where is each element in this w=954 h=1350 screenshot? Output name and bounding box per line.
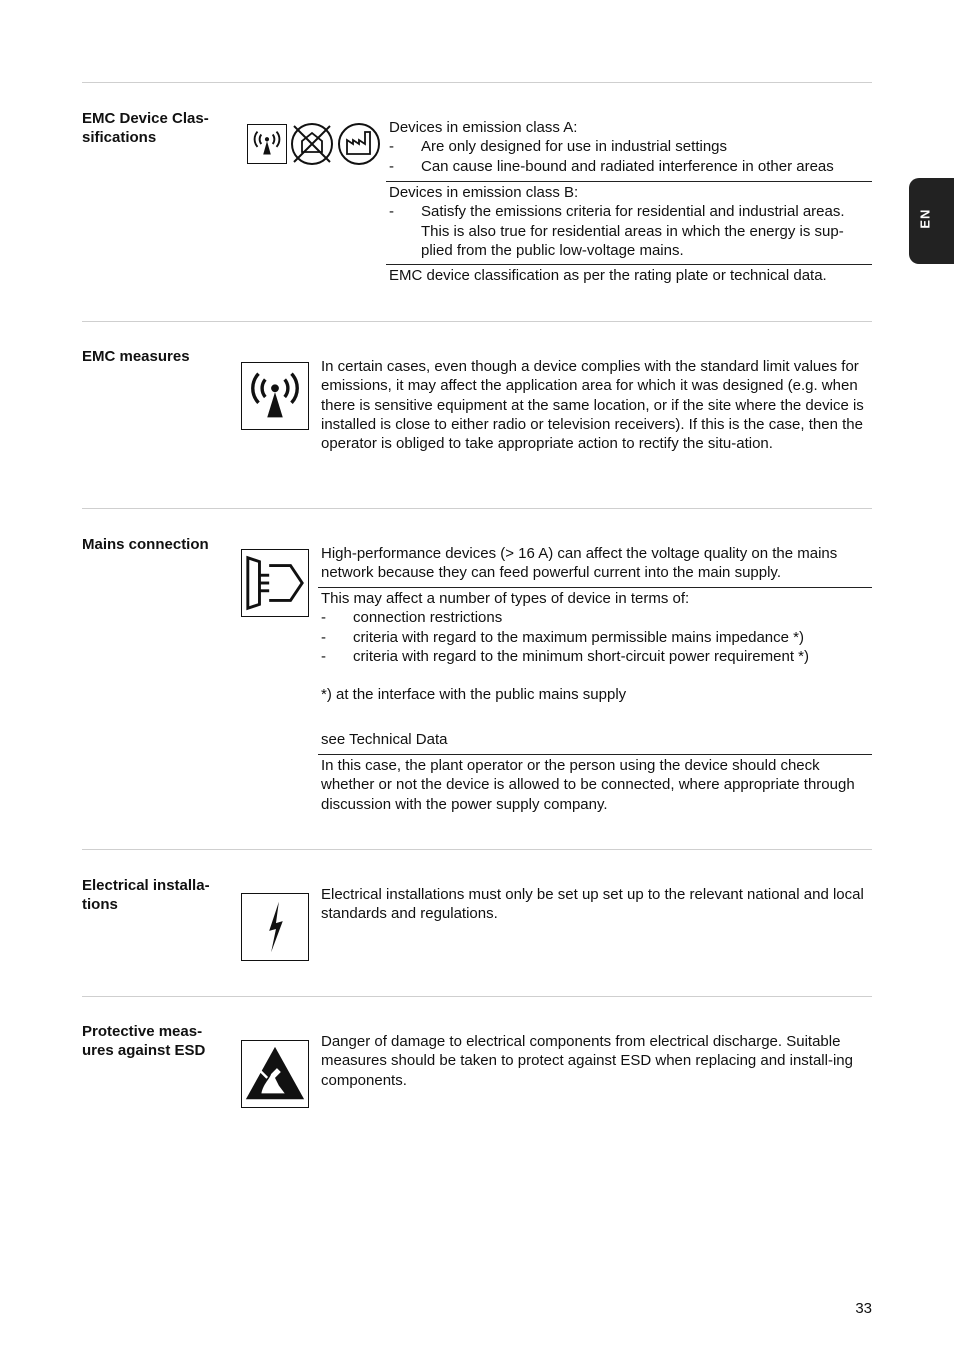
list-item: - Can cause line-bound and radiated interference in other areas xyxy=(389,157,834,175)
list-item: - Are only designed for use in industrial settings xyxy=(389,138,728,156)
no-residential-icon xyxy=(290,122,334,166)
class-a-block xyxy=(389,118,871,176)
lightning-bolt-icon xyxy=(241,893,309,961)
mains-closing: In this case, the plant operator or the person using the device should check whether or not the device is allowed to be connected, where appropriate through discussion with the power supply company. xyxy=(321,757,855,813)
rule xyxy=(386,264,872,265)
list-item: - criteria with regard to the maximum permissible mains impedance *) xyxy=(321,628,804,646)
section-divider xyxy=(82,508,872,509)
list-item: - connection restrictions xyxy=(321,609,503,627)
section-title-mains: Mains connection xyxy=(82,536,209,553)
mains-intro: High-performance devices (> 16 A) can affect the voltage quality on the mains network because they can feed powerful current into the main supply. xyxy=(321,545,838,582)
section-title-classifications: EMC Device Clas-sifications xyxy=(82,110,209,146)
rule xyxy=(318,754,872,755)
emission-class-a-icon xyxy=(247,124,287,164)
class-b-heading: Devices in emission class B: xyxy=(389,184,579,201)
industrial-icon xyxy=(337,122,381,166)
language-tab-label: EN xyxy=(917,208,933,229)
electrical-text: Electrical installations must only be set up set up to the relevant national and local standards and regulations. xyxy=(321,886,864,923)
language-tab xyxy=(909,178,954,264)
section-title-emc-measures: EMC measures xyxy=(82,348,190,365)
section-divider xyxy=(82,849,872,850)
section-title-esd: Protective meas-ures against ESD xyxy=(82,1023,206,1059)
section-divider xyxy=(82,996,872,997)
emc-measures-text: In certain cases, even though a device complies with the standard limit values for emissions, it may affect the application area for which it was designed (e.g. when there is sensitive equipment at the same location, or if the site where the device is installed is close to either radio or television receivers). If this is the case, then the operator is obliged to take appropriate action to rectify the situ-ation. xyxy=(321,358,864,453)
mains-plug-icon xyxy=(241,549,309,617)
section-divider xyxy=(82,321,872,322)
mains-list-heading: This may affect a number of types of device in terms of: xyxy=(321,590,690,607)
section-divider xyxy=(82,82,872,83)
esd-warning-icon xyxy=(241,1040,309,1108)
list-item: - criteria with regard to the minimum short-circuit power requirement *) xyxy=(321,647,809,665)
section-title-electrical: Electrical installa-tions xyxy=(82,877,210,913)
esd-text: Danger of damage to electrical components from electrical discharge. Suitable measures should be taken to protect against ESD when replacing and install-ing components. xyxy=(321,1033,853,1089)
class-a-heading: Devices in emission class A: xyxy=(389,119,578,136)
classification-note: EMC device classification as per the rating plate or technical data. xyxy=(389,267,827,284)
mains-list-block xyxy=(321,589,871,666)
mains-footnote: *) at the interface with the public mains supply xyxy=(321,686,627,703)
list-item: - Satisfy the emissions criteria for residential and industrial areas. This is also true for residential areas in which the energy is sup-plied from the public low-voltage mains. xyxy=(389,203,845,259)
rule xyxy=(386,181,872,182)
non-ionizing-radiation-icon xyxy=(241,362,309,430)
rule xyxy=(318,587,872,588)
mains-see-technical-data: see Technical Data xyxy=(321,731,448,748)
class-b-block xyxy=(389,183,867,260)
page-number: 33 xyxy=(855,1300,872,1317)
